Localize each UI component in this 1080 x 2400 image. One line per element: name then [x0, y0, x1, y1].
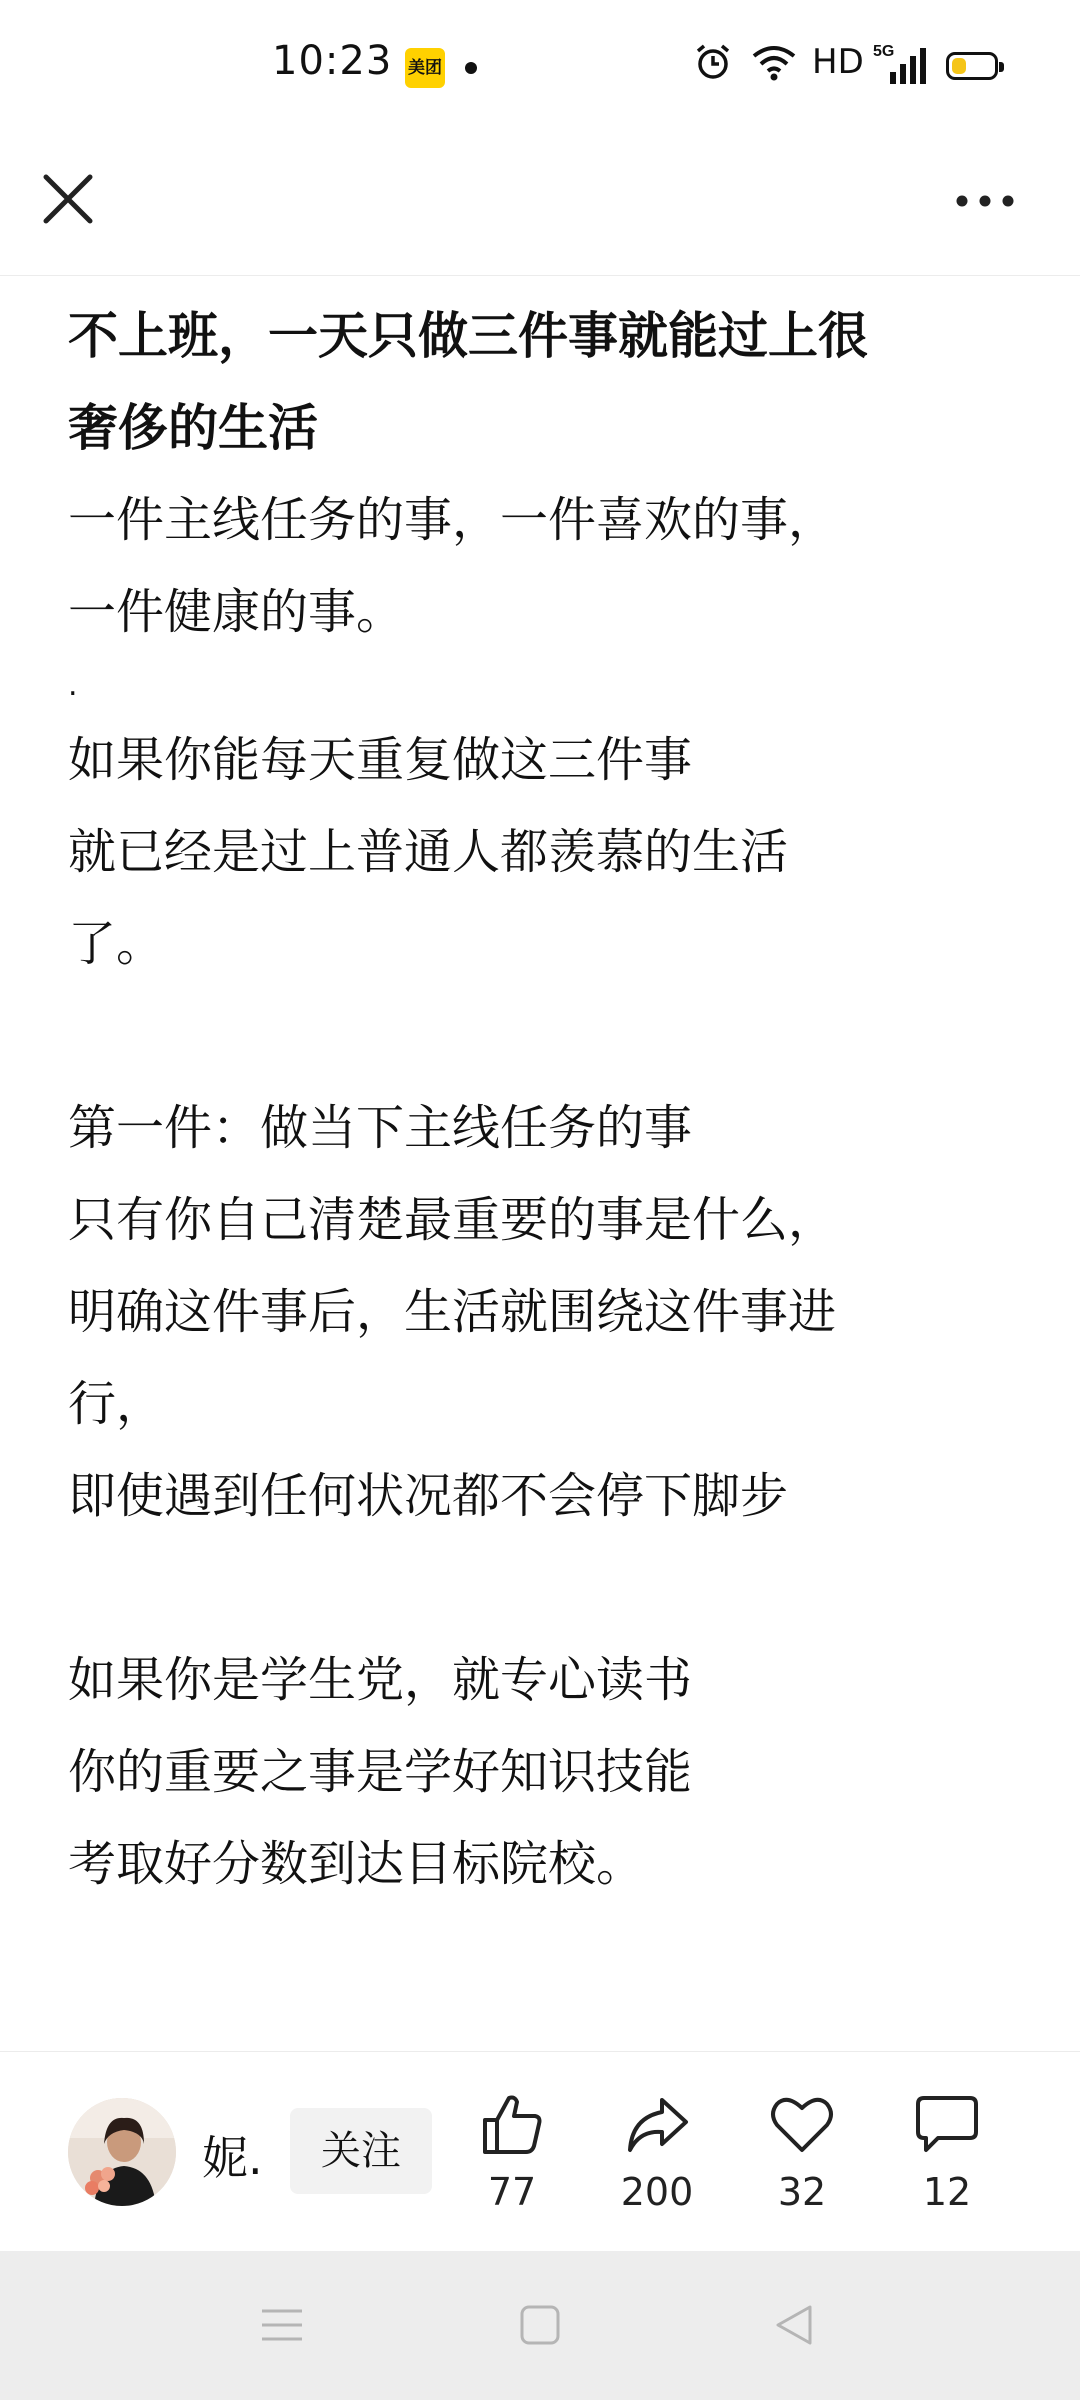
status-bar [0, 0, 1080, 135]
favorite-count: 32 [777, 2170, 827, 2214]
like-button[interactable] [452, 2092, 572, 2214]
battery-icon [946, 52, 998, 80]
post-line: 行， [68, 1376, 165, 1432]
thumbs-up-icon [479, 2092, 545, 2156]
post-line: 只有你自己清楚最重要的事是什么， [68, 1192, 837, 1248]
menu-icon[interactable] [258, 2301, 306, 2349]
post-content [68, 290, 1008, 1910]
comment-icon [914, 2092, 980, 2156]
post-line: 就已经是过上普通人都羡慕的生活 [68, 824, 789, 880]
battery-level [952, 58, 966, 74]
more-icon[interactable] [950, 173, 1020, 229]
home-icon[interactable] [516, 2301, 564, 2349]
post-line: . [68, 668, 78, 703]
share-button[interactable] [597, 2092, 717, 2214]
share-icon [624, 2092, 690, 2156]
post-line: 了。 [68, 916, 165, 972]
post-line: 如果你是学生党，就专心读书 [68, 1652, 693, 1708]
hd-indicator: HD [812, 42, 864, 82]
author-avatar[interactable] [68, 2098, 176, 2206]
like-count: 77 [487, 2170, 537, 2214]
avatar-image [68, 2098, 176, 2206]
status-time: 10:23 [272, 38, 393, 84]
post-action-bar [0, 2051, 1080, 2252]
system-navigation-bar [0, 2251, 1080, 2400]
post-title-line: 奢侈的生活 [68, 399, 318, 457]
post-line: 明确这件事后，生活就围绕这件事进 [68, 1284, 837, 1340]
post-line: 你的重要之事是学好知识技能 [68, 1744, 693, 1800]
heart-icon [769, 2092, 835, 2156]
back-icon[interactable] [770, 2301, 818, 2349]
share-count: 200 [620, 2170, 694, 2214]
wifi-icon [750, 42, 798, 82]
close-icon[interactable] [36, 167, 100, 231]
favorite-button[interactable] [742, 2092, 862, 2214]
post-line: 一件健康的事。 [68, 584, 405, 640]
comment-button[interactable] [887, 2092, 1007, 2214]
meituan-notification-icon: 美团 [405, 48, 445, 88]
cellular-signal-icon [872, 42, 928, 88]
paragraph-gap [68, 990, 1008, 1082]
post-line: 即使遇到任何状况都不会停下脚步 [68, 1468, 789, 1524]
paragraph-gap [68, 1542, 1008, 1634]
post-line: 第一件：做当下主线任务的事 [68, 1100, 693, 1156]
notification-dot-icon [465, 62, 477, 74]
signal-label: 5G [873, 43, 895, 60]
post-title-line: 不上班，一天只做三件事就能过上很 [68, 307, 868, 365]
alarm-icon [693, 42, 733, 82]
author-name[interactable]: 妮. [202, 2131, 263, 2185]
post-line: 考取好分数到达目标院校。 [68, 1836, 645, 1892]
post-line: 如果你能每天重复做这三件事 [68, 732, 693, 788]
post-title [68, 290, 1008, 474]
post-line: 一件主线任务的事，一件喜欢的事， [68, 492, 837, 548]
follow-button[interactable]: 关注 [290, 2108, 432, 2194]
top-navigation-bar [0, 135, 1080, 276]
comment-count: 12 [922, 2170, 972, 2214]
